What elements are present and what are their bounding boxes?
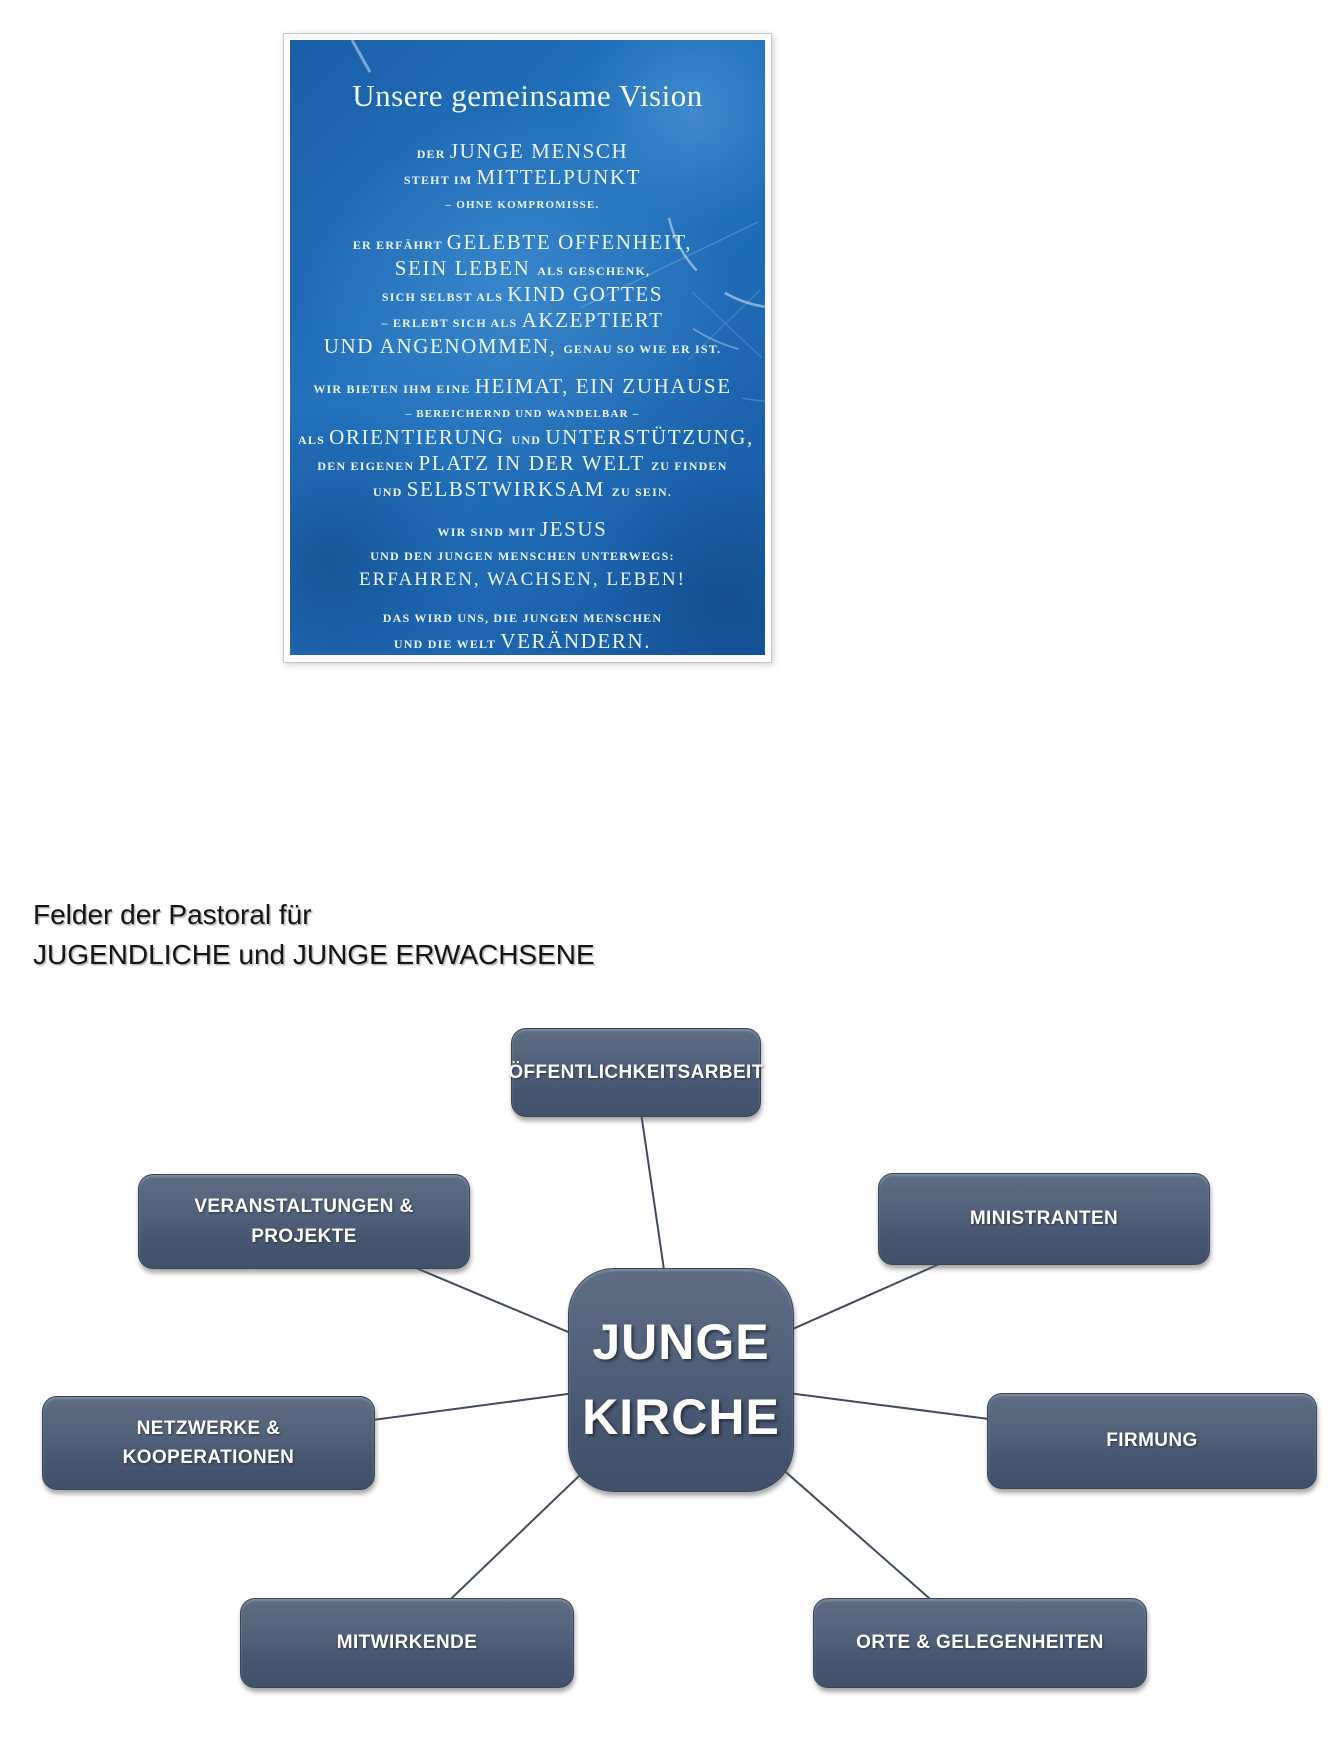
poster-text-segment: STEHT IM [403, 173, 477, 187]
poster-text-segment: UND [511, 433, 546, 447]
poster-text-segment: HEIMAT, EIN ZUHAUSE [474, 374, 732, 398]
poster-text-segment: SICH SELBST ALS [381, 290, 508, 304]
node-label-line: ORTE & GELEGENHEITEN [856, 1632, 1104, 1654]
poster-text-segment: VERÄNDERN. [500, 629, 652, 653]
diagram-node-junge-kirche [568, 1268, 794, 1492]
node-label-line: MINISTRANTEN [969, 1208, 1119, 1230]
poster-text-segment: UND DEN JUNGEN MENSCHEN UNTERWEGS: [370, 549, 675, 563]
node-label-line: PROJEKTE [251, 1225, 357, 1247]
poster-text-segment: GENAU SO WIE ER IST. [563, 342, 722, 356]
diagram-node-veranstaltungen-projekte [138, 1174, 470, 1269]
poster-text-segment: ALS [298, 433, 330, 447]
node-label-line: KOOPERATIONEN [122, 1447, 295, 1468]
diagram-node-oeffentlichkeitsarbeit [508, 1028, 764, 1117]
diagram-node-mitwirkende [240, 1598, 574, 1688]
poster-text-segment: ALS GESCHENK, [537, 264, 651, 278]
diagram-node-firmung [987, 1393, 1317, 1489]
poster-text-segment: – OHNE KOMPROMISSE. [445, 199, 600, 211]
poster-text-segment: ZU SEIN. [611, 485, 673, 499]
node-label-line: MITWIRKENDE [336, 1632, 478, 1654]
center-node-line1: JUNGE [592, 1314, 770, 1370]
node-label-line: VERANSTALTUNGEN & [194, 1196, 414, 1218]
poster-text-segment: PLATZ IN DER WELT [418, 451, 652, 475]
poster-text-segment: SEIN LEBEN [394, 256, 538, 280]
poster-text-segment: ZU FINDEN [651, 459, 728, 473]
poster-text-segment: WIR BIETEN IHM EINE [313, 382, 475, 396]
poster-text-segment: DER [416, 147, 450, 161]
poster-text-segment: UND ANGENOMMEN, [323, 334, 564, 358]
poster-text-segment: SELBSTWIRKSAM [406, 477, 612, 501]
poster-text-segment: UNTERSTÜTZUNG, [545, 425, 754, 449]
poster-text-segment: GELEBTE OFFENHEIT, [446, 230, 693, 254]
poster-text-segment: JUNGE MENSCH [449, 139, 629, 163]
center-node-line2: KIRCHE [582, 1389, 780, 1445]
node-label-line: ÖFFENTLICHKEITSARBEIT [508, 1061, 764, 1083]
poster-text-segment: – BEREICHERND UND WANDELBAR – [405, 408, 640, 420]
poster-text-segment: WIR SIND MIT [437, 525, 540, 539]
page-title-line1: Felder der Pastoral für [33, 899, 312, 930]
poster-text-segment: JESUS [539, 517, 608, 541]
poster-text-segment: ORIENTIERUNG [329, 425, 512, 449]
poster-text-segment: UND [372, 485, 407, 499]
node-label-line: FIRMUNG [1106, 1430, 1198, 1452]
poster-text-segment: DAS WIRD UNS, DIE JUNGEN MENSCHEN [382, 611, 663, 625]
poster-text-segment: ER ERFÄHRT [352, 238, 447, 252]
poster-text-segment: KIND GOTTES [507, 282, 664, 306]
poster-text-segment: – ERLEBT SICH ALS [381, 316, 522, 330]
poster-title: Unsere gemeinsame Vision [352, 78, 703, 113]
poster-text-segment: UND DIE WELT [393, 637, 501, 651]
diagram-node-orte-gelegenheiten [813, 1598, 1147, 1688]
diagram-node-ministranten [878, 1173, 1210, 1265]
poster-text-segment: DEN EIGENEN [317, 459, 419, 473]
poster-text-segment: ERFAHREN, WACHSEN, LEBEN! [359, 569, 686, 590]
diagram-node-netzwerke-kooperationen [42, 1396, 375, 1490]
node-label-line: NETZWERKE & [136, 1417, 281, 1439]
poster-text-segment: AKZEPTIERT [521, 308, 664, 332]
poster-text-segment: MITTELPUNKT [476, 165, 642, 189]
page-title-line2: JUGENDLICHE und JUNGE ERWACHSENE [33, 939, 595, 970]
